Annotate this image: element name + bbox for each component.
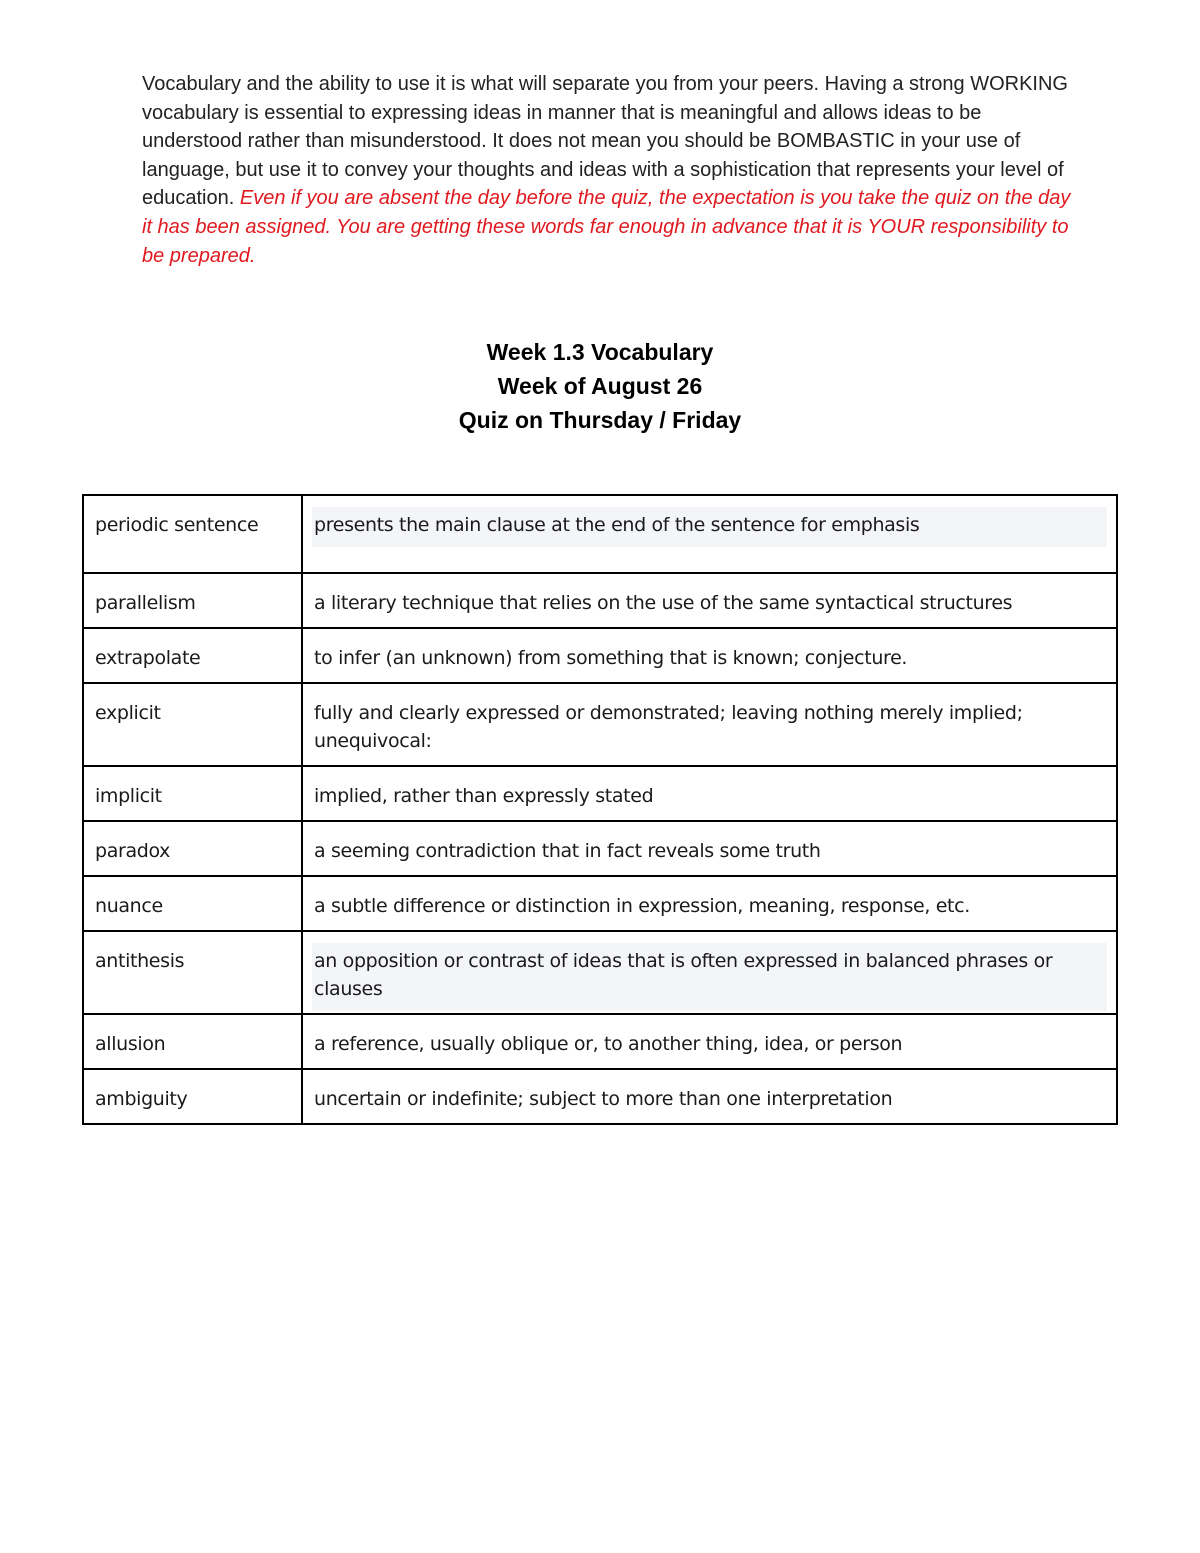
- vocab-definition: an opposition or contrast of ideas that is often expressed in balanced phrases or clauses: [312, 943, 1107, 1011]
- vocab-definition: fully and clearly expressed or demonstrated; leaving nothing merely implied; unequivocal:: [302, 683, 1117, 766]
- intro-text: Vocabulary and the ability to use it is what will separate you from your peers. Having a strong WORKING vocabulary is essential to expressing ideas in manner that is meaningful and allows ideas to be understood rather than misunderstood. It does not mean you should be BOMBASTIC in your use of language, but use it to convey your thoughts and ideas with a sophistication that represents your level of education.: [142, 73, 1068, 210]
- week-date: Week of August 26: [497, 373, 703, 399]
- vocab-term: periodic sentence: [83, 495, 302, 573]
- quiz-day: Quiz on Thursday / Friday: [458, 407, 742, 433]
- table-row: [83, 1069, 1117, 1124]
- table-row: [83, 573, 1117, 628]
- table-row: [83, 931, 1117, 1014]
- table-row: [83, 1014, 1117, 1069]
- table-row: [83, 495, 1117, 573]
- vocab-term: antithesis: [83, 931, 302, 1014]
- intro-paragraph: [142, 70, 1072, 270]
- table-row: [83, 821, 1117, 876]
- vocab-term: implicit: [83, 766, 302, 821]
- table-row: [83, 766, 1117, 821]
- vocab-term: allusion: [83, 1014, 302, 1069]
- vocab-definition: a literary technique that relies on the use of the same syntactical structures: [302, 573, 1117, 628]
- table-row: [83, 876, 1117, 931]
- vocab-definition: uncertain or indefinite; subject to more than one interpretation: [302, 1069, 1117, 1124]
- vocabulary-title: Week 1.3 Vocabulary: [486, 339, 714, 365]
- vocabulary-table: [82, 494, 1118, 1125]
- vocab-term: explicit: [83, 683, 302, 766]
- vocab-term: extrapolate: [83, 628, 302, 683]
- vocab-definition-cell: [302, 931, 1117, 1014]
- intro-emphasis-text: Even if you are absent the day before the quiz, the expectation is you take the quiz on the day it has been assigned. You are getting these words far enough in advance that it is YOUR responsibility to be prepared.: [142, 187, 1071, 267]
- vocab-term: nuance: [83, 876, 302, 931]
- vocab-definition-cell: [302, 495, 1117, 573]
- vocab-term: parallelism: [83, 573, 302, 628]
- vocab-definition: a reference, usually oblique or, to another thing, idea, or person: [302, 1014, 1117, 1069]
- vocab-term: paradox: [83, 821, 302, 876]
- vocab-definition: a subtle difference or distinction in expression, meaning, response, etc.: [302, 876, 1117, 931]
- table-row: [83, 628, 1117, 683]
- vocab-definition: presents the main clause at the end of the sentence for emphasis: [312, 507, 1107, 547]
- vocab-definition: implied, rather than expressly stated: [302, 766, 1117, 821]
- vocab-definition: to infer (an unknown) from something that is known; conjecture.: [302, 628, 1117, 683]
- vocab-term: ambiguity: [83, 1069, 302, 1124]
- table-row: [83, 683, 1117, 766]
- vocab-definition: a seeming contradiction that in fact reveals some truth: [302, 821, 1117, 876]
